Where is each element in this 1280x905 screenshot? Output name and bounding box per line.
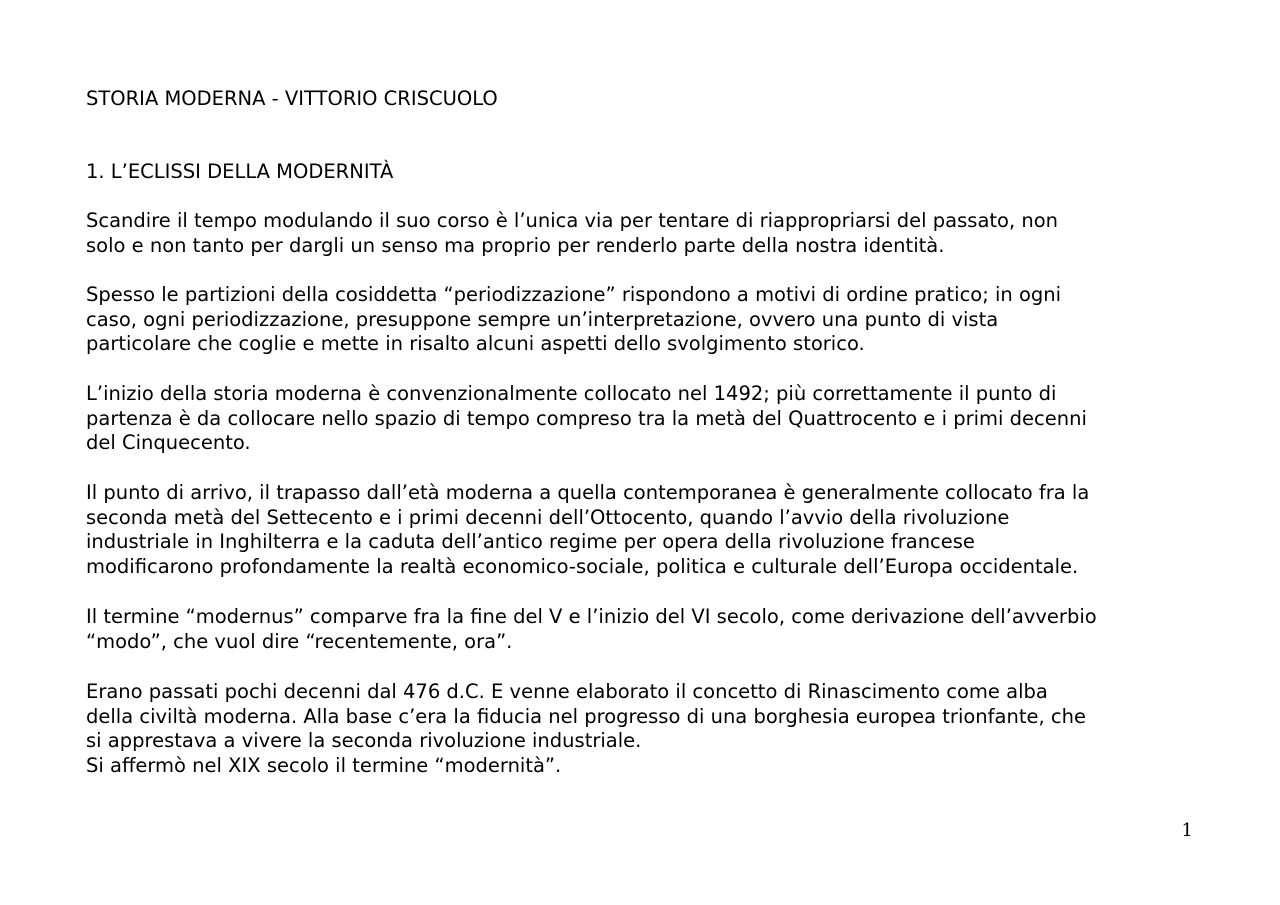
paragraph: [86, 283, 1061, 357]
page-number: 1: [1181, 820, 1193, 841]
paragraph-line: solo e non tanto per dargli un senso ma proprio per renderlo parte della nostra identità.: [86, 233, 945, 257]
paragraph-line: Erano passati pochi decenni dal 476 d.C. E venne elaborato il concetto di Rinascimento come alba: [86, 680, 1048, 703]
paragraph-line: Spesso le partizioni della cosiddetta “periodizzazione” rispondono a motivi di ordine pratico; in ogni: [86, 283, 1062, 306]
paragraph: [86, 680, 1086, 779]
paragraph: [86, 481, 1089, 580]
paragraph-line: “modo”, che vuol dire “recentemente, ora”.: [86, 629, 513, 653]
paragraph-line: si apprestava a vivere la seconda rivoluzione industriale.: [86, 729, 642, 753]
paragraph-line: modificarono profondamente la realtà economico-sociale, politica e culturale dell’Europa occidentale.: [86, 555, 1079, 579]
paragraph-line: Scandire il tempo modulando il suo corso è l’unica via per tentare di riappropriarsi del passato, non: [86, 209, 1059, 232]
paragraph: [86, 605, 1097, 654]
paragraph: [86, 382, 1087, 456]
paragraph-line: particolare che coglie e mette in risalto alcuni aspetti dello svolgimento storico.: [86, 332, 865, 356]
paragraph: [86, 209, 1058, 258]
paragraph-line: della civiltà moderna. Alla base c’era la fiducia nel progresso di una borghesia europea trionfante, che: [86, 704, 1086, 728]
paragraph-line: del Cinquecento.: [86, 431, 251, 455]
paragraph-line: industriale in Inghilterra e la caduta dell’antico regime per opera della rivoluzione francese: [86, 530, 975, 554]
chapter-heading: 1. L’ECLISSI DELLA MODERNITÀ: [86, 160, 394, 183]
paragraph-line: L’inizio della storia moderna è convenzionalmente collocato nel 1492; più correttamente il punto di: [86, 382, 1057, 405]
paragraph-line: caso, ogni periodizzazione, presuppone sempre un’interpretazione, ovvero una punto di vista: [86, 307, 999, 331]
paragraph-line: Il termine “modernus” comparve fra la fine del V e l’inizio del VI secolo, come derivazione dell’avverbio: [86, 605, 1097, 628]
paragraph-line: partenza è da collocare nello spazio di tempo compreso tra la metà del Quattrocento e i primi decenni: [86, 406, 1087, 430]
document-title: STORIA MODERNA - VITTORIO CRISCUOLO: [86, 87, 498, 110]
paragraph-line: seconda metà del Settecento e i primi decenni dell’Ottocento, quando l’avvio della rivoluzione: [86, 505, 1010, 529]
paragraph-line: Si affermò nel XIX secolo il termine “modernità”.: [86, 754, 562, 778]
paragraph-line: Il punto di arrivo, il trapasso dall’età moderna a quella contemporanea è generalmente collocato fra la: [86, 481, 1090, 504]
